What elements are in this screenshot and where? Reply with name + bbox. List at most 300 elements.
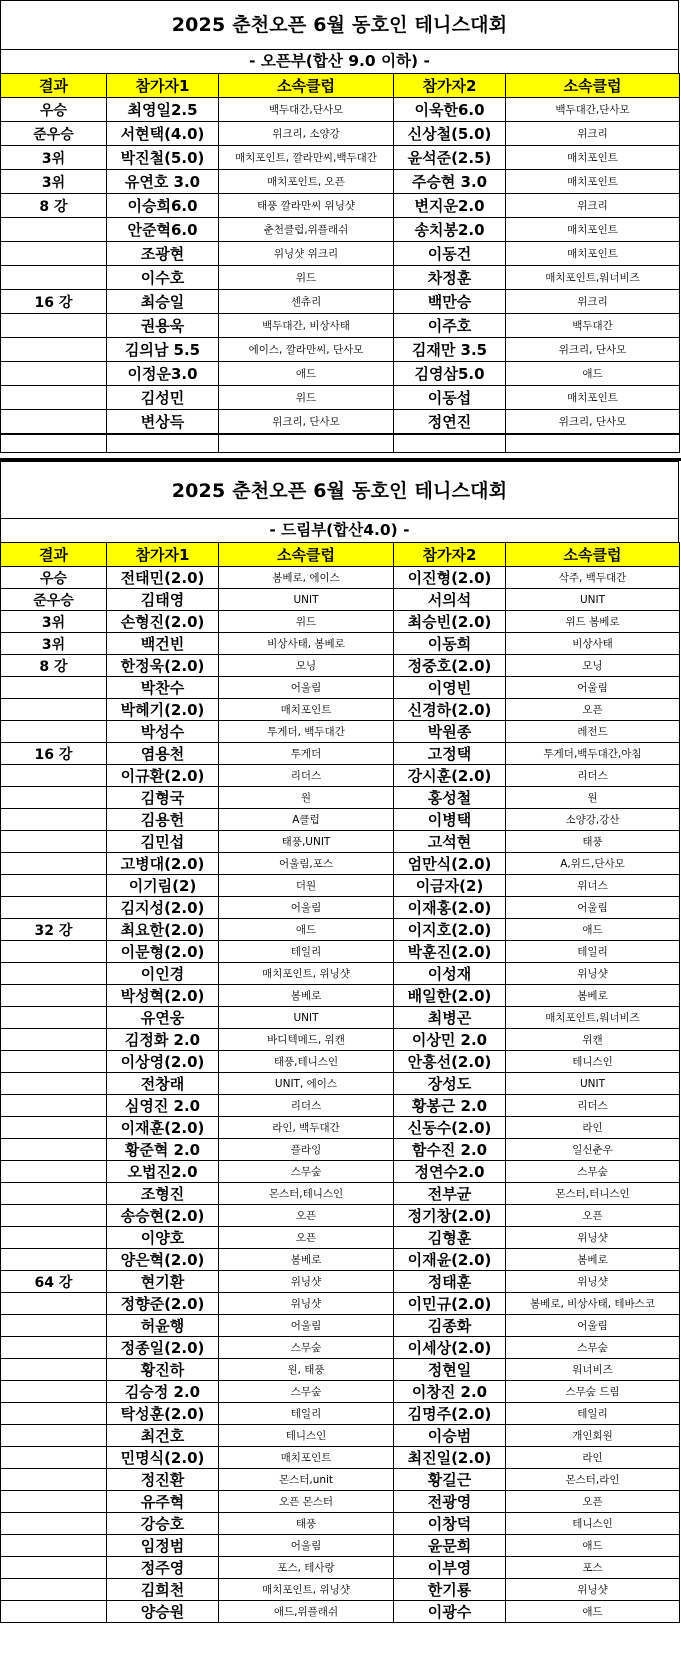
player1-name: 정종일(2.0) bbox=[107, 1337, 219, 1359]
table-row bbox=[1, 919, 680, 941]
table-row bbox=[1, 1557, 680, 1579]
table-row bbox=[1, 1051, 680, 1073]
table-row bbox=[1, 1271, 680, 1293]
table-row bbox=[1, 362, 680, 386]
player1-club: 애드 bbox=[219, 919, 394, 941]
player2-club: 라인 bbox=[506, 1117, 680, 1139]
player1-club: 위닝샷 bbox=[219, 1271, 394, 1293]
player1-name: 정진환 bbox=[107, 1469, 219, 1491]
player2-name: 박훈진(2.0) bbox=[394, 941, 506, 963]
player2-name: 최진일(2.0) bbox=[394, 1447, 506, 1469]
table-row bbox=[1, 1227, 680, 1249]
player1-name: 김희천 bbox=[107, 1579, 219, 1601]
table-row bbox=[1, 338, 680, 362]
round-label bbox=[1, 1161, 107, 1183]
table-row bbox=[1, 1469, 680, 1491]
round-label bbox=[1, 985, 107, 1007]
player2-club: 애드 bbox=[506, 919, 680, 941]
open-division-title: - 오픈부(합산 9.0 이하) - bbox=[0, 50, 679, 74]
player2-club: 테일리 bbox=[506, 941, 680, 963]
player1-club: 어울림 bbox=[219, 897, 394, 919]
player2-name: 정중호(2.0) bbox=[394, 655, 506, 677]
player2-club: 리더스 bbox=[506, 765, 680, 787]
player1-club: 원, 태풍 bbox=[219, 1359, 394, 1381]
table-row bbox=[1, 1293, 680, 1315]
player2-club: 스무숲 bbox=[506, 1161, 680, 1183]
table-row bbox=[1, 1073, 680, 1095]
open-bracket-table bbox=[0, 73, 680, 434]
player2-name: 박원종 bbox=[394, 721, 506, 743]
player1-club: 더원 bbox=[219, 875, 394, 897]
round-label: 8 강 bbox=[1, 194, 107, 218]
player2-name: 배일한(2.0) bbox=[394, 985, 506, 1007]
header-club1: 소속클럽 bbox=[219, 543, 394, 567]
round-label bbox=[1, 314, 107, 338]
player2-name: 이승범 bbox=[394, 1425, 506, 1447]
player1-club: 테니스인 bbox=[219, 1425, 394, 1447]
player1-club: UNIT bbox=[219, 1007, 394, 1029]
player2-name: 이창덕 bbox=[394, 1513, 506, 1535]
round-label bbox=[1, 831, 107, 853]
player2-name: 함수진 2.0 bbox=[394, 1139, 506, 1161]
table-row bbox=[1, 1425, 680, 1447]
table-row bbox=[1, 633, 680, 655]
player1-club: 오픈 bbox=[219, 1205, 394, 1227]
round-label bbox=[1, 1359, 107, 1381]
table-row bbox=[1, 589, 680, 611]
player1-club: 봄베로 bbox=[219, 985, 394, 1007]
player1-name: 변상득 bbox=[107, 410, 219, 434]
player2-name: 황길근 bbox=[394, 1469, 506, 1491]
player2-name: 신경하(2.0) bbox=[394, 699, 506, 721]
player1-club: 바디텍메드, 위캔 bbox=[219, 1029, 394, 1051]
player2-name: 김영삼5.0 bbox=[394, 362, 506, 386]
player1-club: 투게더, 백두대간 bbox=[219, 721, 394, 743]
table-row bbox=[1, 1381, 680, 1403]
player1-club: 오픈 bbox=[219, 1227, 394, 1249]
player1-club: 몬스터,테니스인 bbox=[219, 1183, 394, 1205]
table-row bbox=[1, 386, 680, 410]
player2-name: 이병택 bbox=[394, 809, 506, 831]
player1-club: A클럽 bbox=[219, 809, 394, 831]
player2-name: 장성도 bbox=[394, 1073, 506, 1095]
dream-title: 2025 춘천오픈 6월 동호인 테니스대회 bbox=[0, 461, 679, 519]
header-club1: 소속클럽 bbox=[219, 74, 394, 98]
player1-club: 위닝샷 위크리 bbox=[219, 242, 394, 266]
table-row bbox=[1, 314, 680, 338]
player1-name: 김성민 bbox=[107, 386, 219, 410]
table-row bbox=[1, 266, 680, 290]
header-player1: 참가자1 bbox=[107, 543, 219, 567]
player2-name: 이주호 bbox=[394, 314, 506, 338]
table-row bbox=[1, 122, 680, 146]
player2-club: 스무숲 드림 bbox=[506, 1381, 680, 1403]
player1-name: 권용욱 bbox=[107, 314, 219, 338]
header-player1: 참가자1 bbox=[107, 74, 219, 98]
player2-club: 위닝샷 bbox=[506, 1227, 680, 1249]
table-row bbox=[1, 1095, 680, 1117]
player2-name: 윤석준(2.5) bbox=[394, 146, 506, 170]
player1-club: 테일리 bbox=[219, 941, 394, 963]
player2-club: 어울림 bbox=[506, 677, 680, 699]
player2-name: 이욱한6.0 bbox=[394, 98, 506, 122]
player1-name: 이정운3.0 bbox=[107, 362, 219, 386]
player1-club: 애드,위플래쉬 bbox=[219, 1601, 394, 1623]
player1-club: 봄베로 bbox=[219, 1249, 394, 1271]
player2-name: 정현일 bbox=[394, 1359, 506, 1381]
round-label: 16 강 bbox=[1, 743, 107, 765]
player1-name: 이기림(2) bbox=[107, 875, 219, 897]
player2-club: UNIT bbox=[506, 1073, 680, 1095]
player1-club: 춘천클럽,위플래쉬 bbox=[219, 218, 394, 242]
player1-club: 비상사태, 봄베로 bbox=[219, 633, 394, 655]
table-row bbox=[1, 1117, 680, 1139]
player1-club: 센츄리 bbox=[219, 290, 394, 314]
player2-club: 위크리, 단사모 bbox=[506, 410, 680, 434]
player2-name: 최병곤 bbox=[394, 1007, 506, 1029]
player2-name: 이금자(2) bbox=[394, 875, 506, 897]
player2-name: 백만승 bbox=[394, 290, 506, 314]
round-label: 3위 bbox=[1, 146, 107, 170]
player2-name: 엄만식(2.0) bbox=[394, 853, 506, 875]
header-player2: 참가자2 bbox=[394, 74, 506, 98]
player1-name: 임정범 bbox=[107, 1535, 219, 1557]
player2-name: 김종화 bbox=[394, 1315, 506, 1337]
player1-name: 이인경 bbox=[107, 963, 219, 985]
player2-club: 개인회원 bbox=[506, 1425, 680, 1447]
player2-club: 태풍 bbox=[506, 831, 680, 853]
round-label: 준우승 bbox=[1, 122, 107, 146]
player1-club: 애드 bbox=[219, 362, 394, 386]
player1-name: 심영진 2.0 bbox=[107, 1095, 219, 1117]
table-row bbox=[1, 765, 680, 787]
player2-name: 주승현 3.0 bbox=[394, 170, 506, 194]
player1-name: 유연호 3.0 bbox=[107, 170, 219, 194]
table-row bbox=[1, 1359, 680, 1381]
round-label bbox=[1, 941, 107, 963]
table-row bbox=[1, 567, 680, 589]
table-row bbox=[1, 875, 680, 897]
player2-club: 위캔 bbox=[506, 1029, 680, 1051]
table-row bbox=[1, 1161, 680, 1183]
player2-name: 고정택 bbox=[394, 743, 506, 765]
player2-name: 이상민 2.0 bbox=[394, 1029, 506, 1051]
table-row bbox=[1, 98, 680, 122]
player1-name: 탁성훈(2.0) bbox=[107, 1403, 219, 1425]
round-label bbox=[1, 1051, 107, 1073]
player2-club: UNIT bbox=[506, 589, 680, 611]
player2-name: 서의석 bbox=[394, 589, 506, 611]
player2-club: 매치포인트 bbox=[506, 386, 680, 410]
table-row bbox=[1, 1205, 680, 1227]
player2-club: 매치포인트,워너비즈 bbox=[506, 266, 680, 290]
player1-name: 서현택(4.0) bbox=[107, 122, 219, 146]
player2-club: 몬스터,터니스인 bbox=[506, 1183, 680, 1205]
player1-club: 몬스터,unit bbox=[219, 1469, 394, 1491]
player2-club: 일신춘우 bbox=[506, 1139, 680, 1161]
player1-name: 최영일2.5 bbox=[107, 98, 219, 122]
player2-club: 워너비즈 bbox=[506, 1359, 680, 1381]
player2-club: 포스 bbox=[506, 1557, 680, 1579]
player1-club: 어울림 bbox=[219, 677, 394, 699]
player1-name: 한정욱(2.0) bbox=[107, 655, 219, 677]
player1-name: 이수호 bbox=[107, 266, 219, 290]
table-row bbox=[1, 743, 680, 765]
player1-club: 위드 bbox=[219, 386, 394, 410]
player2-club: 테니스인 bbox=[506, 1051, 680, 1073]
player2-name: 황봉근 2.0 bbox=[394, 1095, 506, 1117]
player1-name: 김형국 bbox=[107, 787, 219, 809]
player2-name: 이재윤(2.0) bbox=[394, 1249, 506, 1271]
round-label bbox=[1, 1557, 107, 1579]
table-row bbox=[1, 611, 680, 633]
round-label bbox=[1, 1447, 107, 1469]
player2-club: 위크리, 단사모 bbox=[506, 338, 680, 362]
round-label: 64 강 bbox=[1, 1271, 107, 1293]
table-row bbox=[1, 963, 680, 985]
round-label: 3위 bbox=[1, 633, 107, 655]
table-row bbox=[1, 146, 680, 170]
table-row bbox=[1, 1579, 680, 1601]
table-row bbox=[1, 1337, 680, 1359]
player2-club: 리더스 bbox=[506, 1095, 680, 1117]
player1-name: 이규환(2.0) bbox=[107, 765, 219, 787]
player2-club: 백두대간 bbox=[506, 314, 680, 338]
round-label: 3위 bbox=[1, 170, 107, 194]
player1-name: 송승현(2.0) bbox=[107, 1205, 219, 1227]
player1-name: 손형진(2.0) bbox=[107, 611, 219, 633]
player2-club: 비상사태 bbox=[506, 633, 680, 655]
player1-club: 오픈 몬스터 bbox=[219, 1491, 394, 1513]
round-label bbox=[1, 1139, 107, 1161]
round-label bbox=[1, 699, 107, 721]
player1-club: 위크리, 소양강 bbox=[219, 122, 394, 146]
table-row bbox=[1, 1447, 680, 1469]
round-label bbox=[1, 386, 107, 410]
round-label bbox=[1, 362, 107, 386]
player1-name: 양은혁(2.0) bbox=[107, 1249, 219, 1271]
round-label bbox=[1, 1293, 107, 1315]
table-row bbox=[1, 1007, 680, 1029]
player1-name: 유연웅 bbox=[107, 1007, 219, 1029]
round-label bbox=[1, 1513, 107, 1535]
round-label bbox=[1, 765, 107, 787]
header-club2: 소속클럽 bbox=[506, 543, 680, 567]
table-row bbox=[1, 853, 680, 875]
player1-name: 황준혁 2.0 bbox=[107, 1139, 219, 1161]
table-row bbox=[1, 1315, 680, 1337]
player2-club: 봄베로 bbox=[506, 1249, 680, 1271]
player2-club: 오픈 bbox=[506, 699, 680, 721]
player2-name: 이진형(2.0) bbox=[394, 567, 506, 589]
player1-club: UNIT bbox=[219, 589, 394, 611]
player1-club: UNIT, 에이스 bbox=[219, 1073, 394, 1095]
player1-name: 고병대(2.0) bbox=[107, 853, 219, 875]
player1-club: 라인, 백두대간 bbox=[219, 1117, 394, 1139]
player2-name: 정연진 bbox=[394, 410, 506, 434]
player1-name: 염용천 bbox=[107, 743, 219, 765]
player2-name: 송치봉2.0 bbox=[394, 218, 506, 242]
player2-name: 차정훈 bbox=[394, 266, 506, 290]
player2-club: 삭주, 백두대간 bbox=[506, 567, 680, 589]
player2-club: 봄베로 bbox=[506, 985, 680, 1007]
player1-club: 백두대간, 비상사태 bbox=[219, 314, 394, 338]
player1-club: 매치포인트, 위닝샷 bbox=[219, 963, 394, 985]
player2-name: 이동건 bbox=[394, 242, 506, 266]
round-label bbox=[1, 338, 107, 362]
player1-name: 김의남 5.5 bbox=[107, 338, 219, 362]
player1-club: 위드 bbox=[219, 611, 394, 633]
player1-name: 오법진2.0 bbox=[107, 1161, 219, 1183]
player1-name: 이승희6.0 bbox=[107, 194, 219, 218]
player2-name: 이성재 bbox=[394, 963, 506, 985]
player1-club: 태풍 깔라만씨 위닝샷 bbox=[219, 194, 394, 218]
round-label bbox=[1, 1381, 107, 1403]
player2-name: 정연수2.0 bbox=[394, 1161, 506, 1183]
round-label bbox=[1, 1205, 107, 1227]
player2-name: 안흥선(2.0) bbox=[394, 1051, 506, 1073]
header-result: 결과 bbox=[1, 543, 107, 567]
player1-name: 최건호 bbox=[107, 1425, 219, 1447]
table-row bbox=[1, 1139, 680, 1161]
player2-club: 소양강,강산 bbox=[506, 809, 680, 831]
player1-club: 위닝샷 bbox=[219, 1293, 394, 1315]
player2-club: 매치포인트 bbox=[506, 242, 680, 266]
dream-bracket-table bbox=[0, 542, 680, 1623]
player1-name: 김민섭 bbox=[107, 831, 219, 853]
round-label bbox=[1, 1227, 107, 1249]
player1-name: 이문형(2.0) bbox=[107, 941, 219, 963]
player2-club: 백두대간,단사모 bbox=[506, 98, 680, 122]
player1-club: 리더스 bbox=[219, 765, 394, 787]
player2-name: 홍성철 bbox=[394, 787, 506, 809]
player1-name: 황진하 bbox=[107, 1359, 219, 1381]
player1-club: 태풍,UNIT bbox=[219, 831, 394, 853]
round-label bbox=[1, 1315, 107, 1337]
player1-club: 스무숲 bbox=[219, 1381, 394, 1403]
player1-club: 봄베로, 에이스 bbox=[219, 567, 394, 589]
player1-name: 조광현 bbox=[107, 242, 219, 266]
player1-club: 스무숲 bbox=[219, 1161, 394, 1183]
player2-name: 강시훈(2.0) bbox=[394, 765, 506, 787]
player2-name: 신상철(5.0) bbox=[394, 122, 506, 146]
player2-name: 한기룡 bbox=[394, 1579, 506, 1601]
player2-club: 몬스터,라인 bbox=[506, 1469, 680, 1491]
player2-club: 어울림 bbox=[506, 897, 680, 919]
round-label bbox=[1, 1425, 107, 1447]
round-label bbox=[1, 218, 107, 242]
player2-club: 위닝샷 bbox=[506, 963, 680, 985]
table-row bbox=[1, 699, 680, 721]
round-label bbox=[1, 787, 107, 809]
player2-name: 이광수 bbox=[394, 1601, 506, 1623]
player2-name: 이민규(2.0) bbox=[394, 1293, 506, 1315]
round-label: 8 강 bbox=[1, 655, 107, 677]
table-row bbox=[1, 290, 680, 314]
player2-club: 매치포인트 bbox=[506, 218, 680, 242]
round-label bbox=[1, 721, 107, 743]
player2-name: 이창진 2.0 bbox=[394, 1381, 506, 1403]
round-label: 우승 bbox=[1, 98, 107, 122]
player2-club: 오픈 bbox=[506, 1205, 680, 1227]
round-label bbox=[1, 1249, 107, 1271]
player1-name: 박헤기(2.0) bbox=[107, 699, 219, 721]
player1-club: 태풍,테니스인 bbox=[219, 1051, 394, 1073]
player1-club: 위크리, 단사모 bbox=[219, 410, 394, 434]
round-label bbox=[1, 1073, 107, 1095]
player2-name: 정기창(2.0) bbox=[394, 1205, 506, 1227]
player1-name: 정주영 bbox=[107, 1557, 219, 1579]
round-label bbox=[1, 1601, 107, 1623]
player1-name: 박찬수 bbox=[107, 677, 219, 699]
player2-club: 어울림 bbox=[506, 1315, 680, 1337]
player2-club: 위크리 bbox=[506, 290, 680, 314]
round-label: 3위 bbox=[1, 611, 107, 633]
player1-name: 백건빈 bbox=[107, 633, 219, 655]
player1-club: 어울림 bbox=[219, 1315, 394, 1337]
table-row bbox=[1, 721, 680, 743]
player1-club: 매치포인트, 위닝샷 bbox=[219, 1579, 394, 1601]
round-label bbox=[1, 963, 107, 985]
table-row bbox=[1, 410, 680, 434]
header-club2: 소속클럽 bbox=[506, 74, 680, 98]
player1-name: 허윤행 bbox=[107, 1315, 219, 1337]
player1-name: 안준혁6.0 bbox=[107, 218, 219, 242]
open-trailing-empty-row bbox=[0, 434, 680, 453]
player1-club: 플라잉 bbox=[219, 1139, 394, 1161]
player2-club: A,위드,단사모 bbox=[506, 853, 680, 875]
player2-club: 애드 bbox=[506, 1535, 680, 1557]
player1-club: 모닝 bbox=[219, 655, 394, 677]
round-label bbox=[1, 1117, 107, 1139]
player2-club: 테일리 bbox=[506, 1403, 680, 1425]
round-label bbox=[1, 1029, 107, 1051]
player2-name: 정태훈 bbox=[394, 1271, 506, 1293]
round-label bbox=[1, 677, 107, 699]
player2-club: 매치포인트,워너비즈 bbox=[506, 1007, 680, 1029]
round-label bbox=[1, 242, 107, 266]
player2-club: 원 bbox=[506, 787, 680, 809]
player1-club: 어울림 bbox=[219, 1535, 394, 1557]
player1-club: 위드 bbox=[219, 266, 394, 290]
player1-club: 원 bbox=[219, 787, 394, 809]
player1-name: 강승호 bbox=[107, 1513, 219, 1535]
player2-club: 스무숲 bbox=[506, 1337, 680, 1359]
player1-name: 전창래 bbox=[107, 1073, 219, 1095]
header-result: 결과 bbox=[1, 74, 107, 98]
player1-name: 김용헌 bbox=[107, 809, 219, 831]
player1-club: 투게더 bbox=[219, 743, 394, 765]
player1-club: 매치포인트, 오픈 bbox=[219, 170, 394, 194]
player1-club: 태풍 bbox=[219, 1513, 394, 1535]
table-row bbox=[1, 809, 680, 831]
table-row bbox=[1, 897, 680, 919]
round-label: 32 강 bbox=[1, 919, 107, 941]
player1-name: 전태민(2.0) bbox=[107, 567, 219, 589]
player1-name: 민명식(2.0) bbox=[107, 1447, 219, 1469]
table-row bbox=[1, 655, 680, 677]
round-label: 우승 bbox=[1, 567, 107, 589]
table-row bbox=[1, 194, 680, 218]
player1-name: 박성혁(2.0) bbox=[107, 985, 219, 1007]
player1-name: 유주혁 bbox=[107, 1491, 219, 1513]
dream-division-title: - 드림부(합산4.0) - bbox=[0, 519, 679, 543]
player2-club: 애드 bbox=[506, 1601, 680, 1623]
player2-club: 라인 bbox=[506, 1447, 680, 1469]
player2-club: 위드 봄베로 bbox=[506, 611, 680, 633]
player2-club: 레전드 bbox=[506, 721, 680, 743]
player1-name: 조형진 bbox=[107, 1183, 219, 1205]
